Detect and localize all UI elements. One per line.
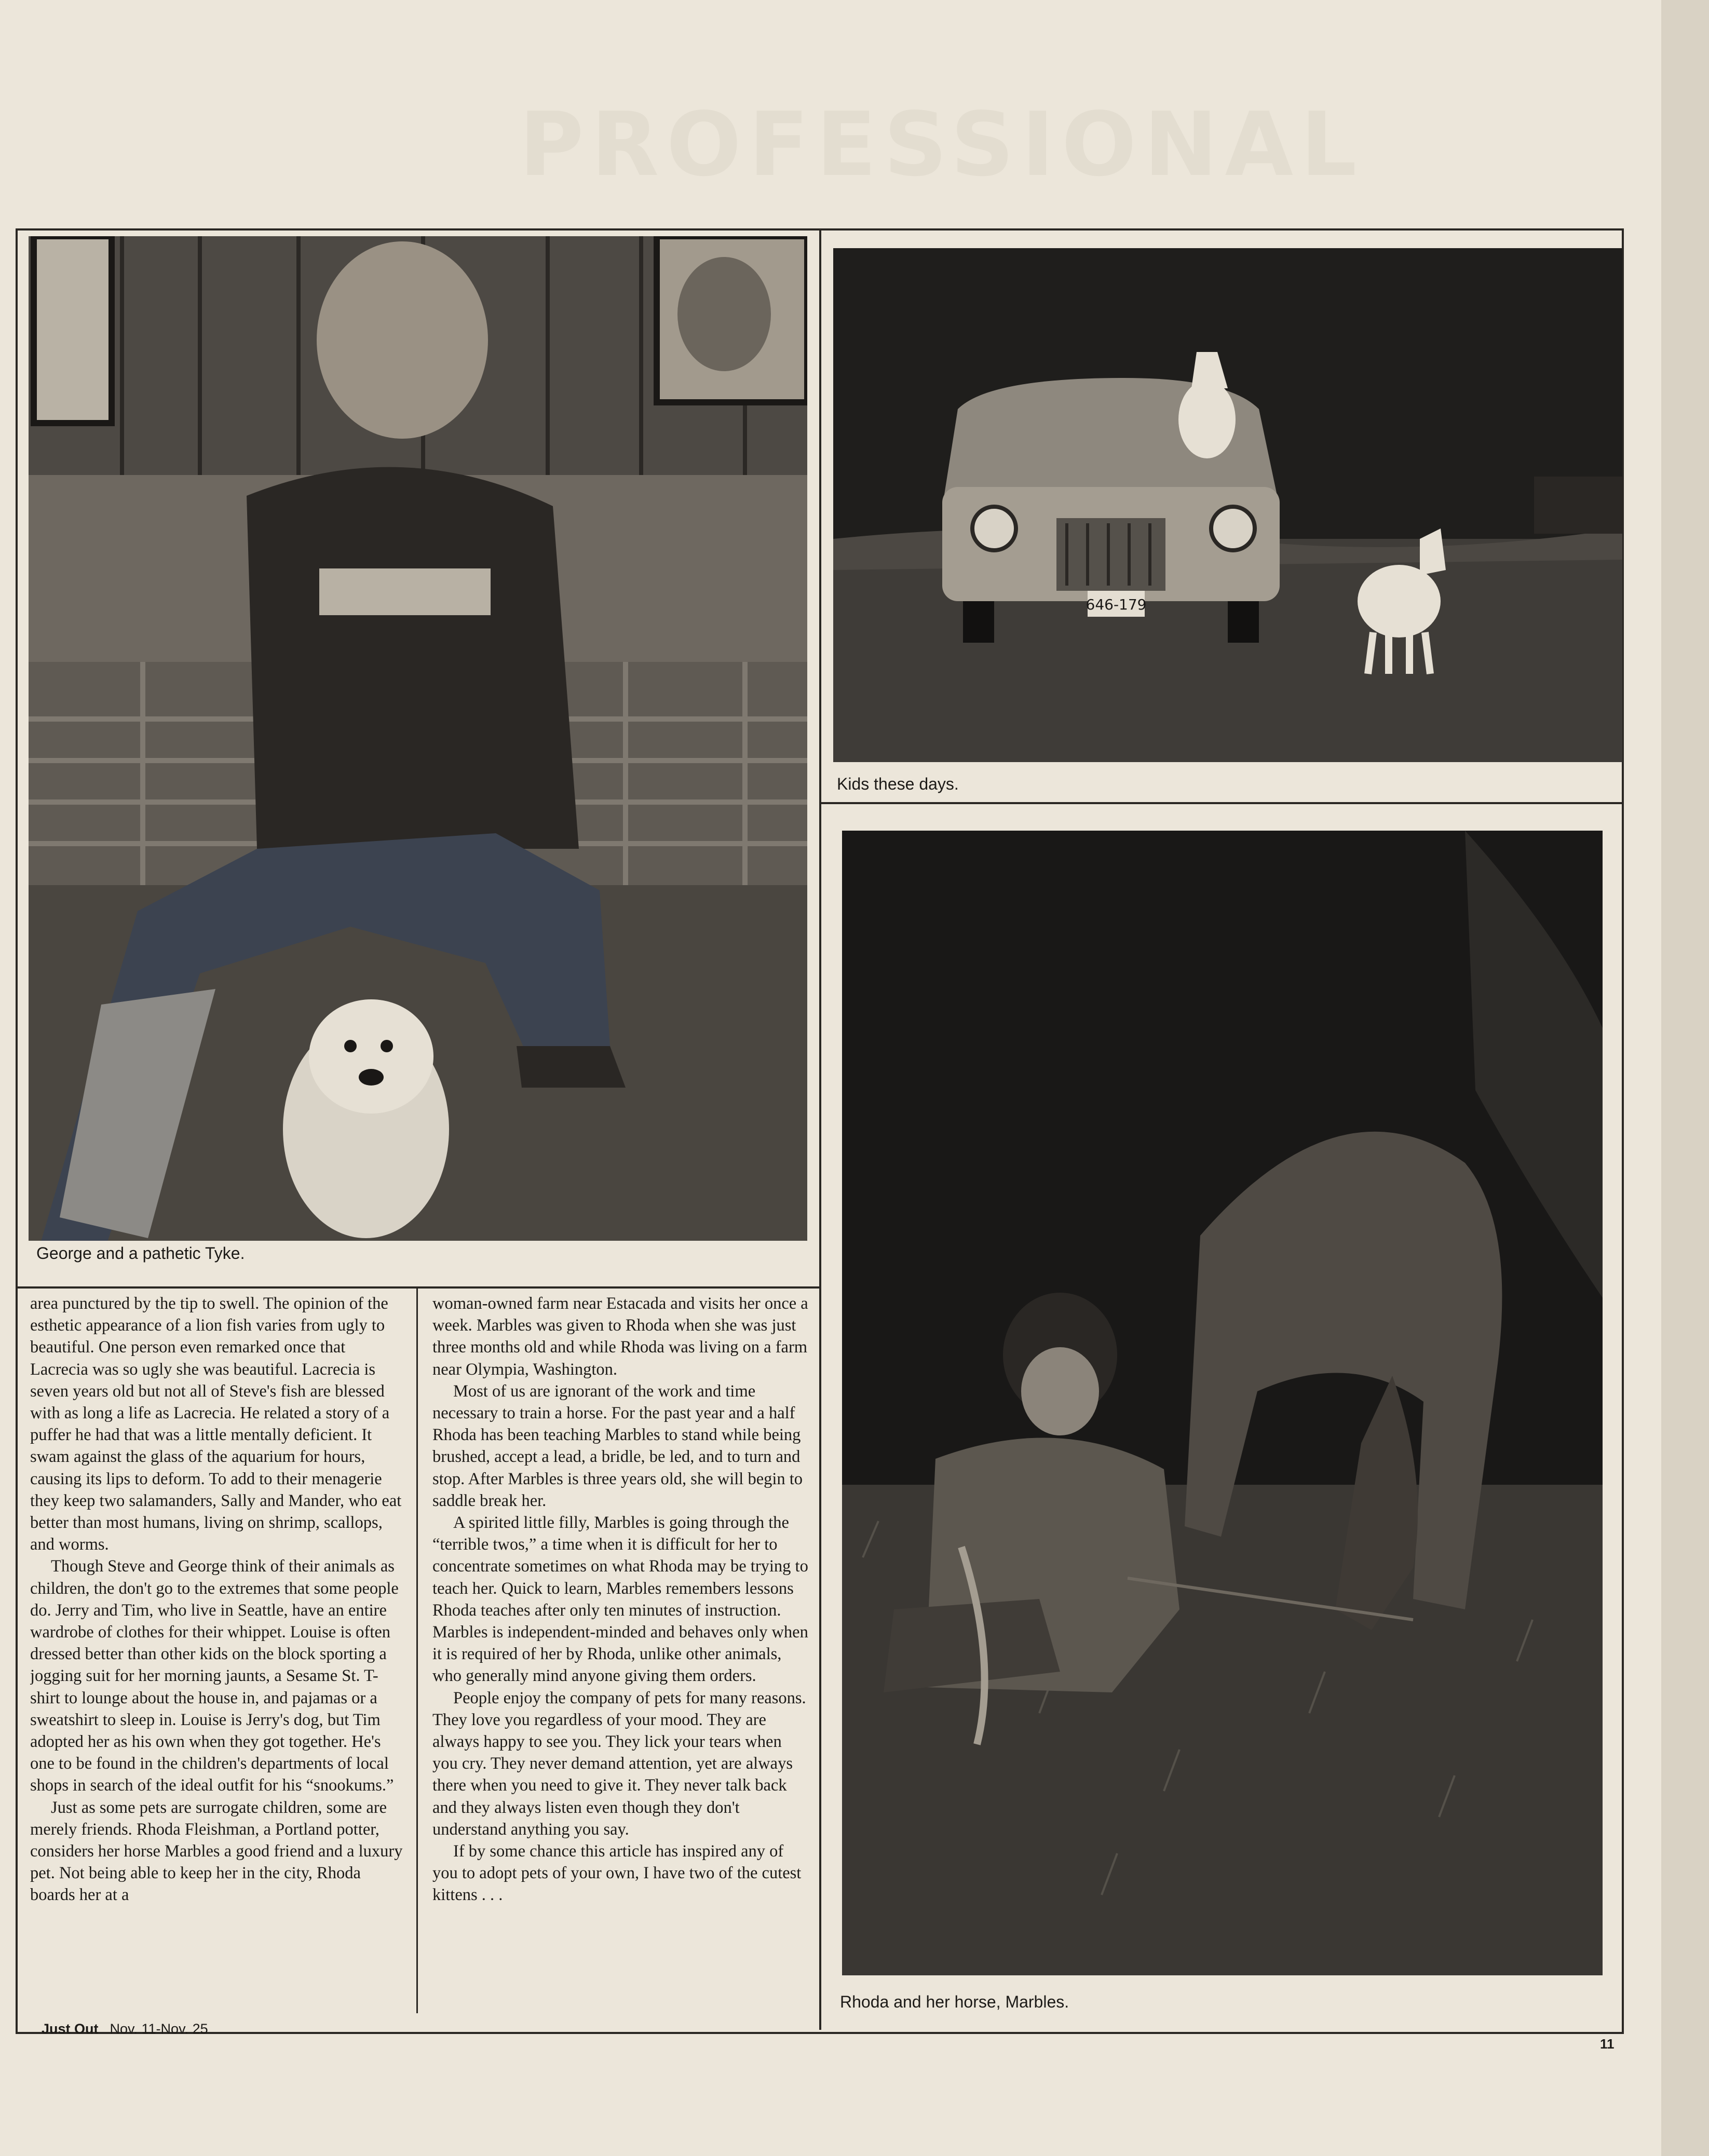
footer-folio (42, 2021, 208, 2037)
text-column-divider (416, 1289, 418, 2013)
issue-dates: Nov. 11-Nov. 25 (110, 2021, 208, 2037)
caption-horse: Rhoda and her horse, Marbles. (840, 1992, 1069, 2011)
rule-under-george (18, 1286, 819, 1289)
bleed-through-heading: PROFESSIONAL (519, 93, 1364, 196)
page-number: 11 (1600, 2036, 1615, 2052)
article-column-right (432, 1293, 810, 2009)
photo-goats-on-car (833, 248, 1622, 762)
right-paragraph: People enjoy the company of pets for many reasons. They love you regardless of your mood. They are always happy to see you. They lick your tears when you cry. They never demand attention, yet are always there when you need to give it. They never talk back and they always listen even though they don't understand anything you say. (432, 1688, 806, 1839)
left-paragraph: area punctured by the tip to swell. The opinion of the esthetic appearance of a lion fish varies from ugly to beautiful. One person even remarked once that Lacrecia was so ugly she was beautiful. Lacrecia is seven years old but not all of Steve's fish are blessed with as long a life as Lacrecia. He related a story of a puffer he had that was a little mentally deficient. It swam against the glass of the aquarium for hours, causing its lips to deform. To add to their menagerie they keep two salamanders, Sally and Mander, who eat better than most humans, living on shrimp, scallops, and worms. (30, 1294, 402, 1554)
right-paragraph: woman-owned farm near Estacada and visits her once a week. Marbles was given to Rhoda when she was just three months old and while Rhoda was living on a farm near Olympia, Washington. (432, 1294, 808, 1379)
right-paragraph: A spirited little filly, Marbles is going through the “terrible twos,” a time when it is difficult for her to concentrate sometimes on what Rhoda may be trying to teach her. Quick to learn, Marbles remembers lessons Rhoda teaches after only ten minutes of instruction. Marbles is independent-minded and behaves only when it is required of her by Rhoda, unlike other animals, who generally mind anyone giving them orders. (432, 1513, 808, 1686)
right-paragraph: Most of us are ignorant of the work and time necessary to train a horse. For the past year and a half Rhoda has been teaching Marbles to stand while being brushed, accept a lead, a bridle, be led, and to turn and stop. After Marbles is three years old, she will begin to saddle break her. (432, 1381, 803, 1510)
photo-rhoda-and-horse (842, 831, 1603, 1975)
left-paragraph: Just as some pets are surrogate children, some are merely friends. Rhoda Fleishman, a Portland potter, considers her horse Marbles a good friend and a luxury pet. Not being able to keep her in the city, Rhoda boards her at a (30, 1798, 403, 1905)
license-plate-text: 646-179 (1086, 596, 1147, 613)
rule-under-goats (821, 802, 1622, 804)
publication-name: Just Out (42, 2021, 99, 2037)
caption-goats: Kids these days. (837, 775, 959, 793)
photo-george-and-dog (29, 236, 807, 1241)
left-paragraph: Though Steve and George think of their animals as children, the don't go to the extremes that some people do. Jerry and Tim, who live in Seattle, have an entire wardrobe of clothes for their whippet. Louise is often dressed better than other kids on the block sporting a jogging suit for her morning jaunts, a Sesame St. T-shirt to lounge about the house in, and pajamas or a sweatshirt to sleep in. Louise is Jerry's dog, but Tim adopted her as his own when they got together. He's one to be found in the children's departments of local shops in search of the ideal outfit for his “snookums.” (30, 1557, 399, 1795)
right-paragraph: If by some chance this article has inspired any of you to adopt pets of your own, I have two of the cutest kittens . . . (432, 1842, 802, 1905)
page-edge (1661, 0, 1709, 2156)
caption-george: George and a pathetic Tyke. (36, 1244, 245, 1263)
column-divider-main (819, 228, 821, 2030)
article-column-left (30, 1293, 405, 2009)
